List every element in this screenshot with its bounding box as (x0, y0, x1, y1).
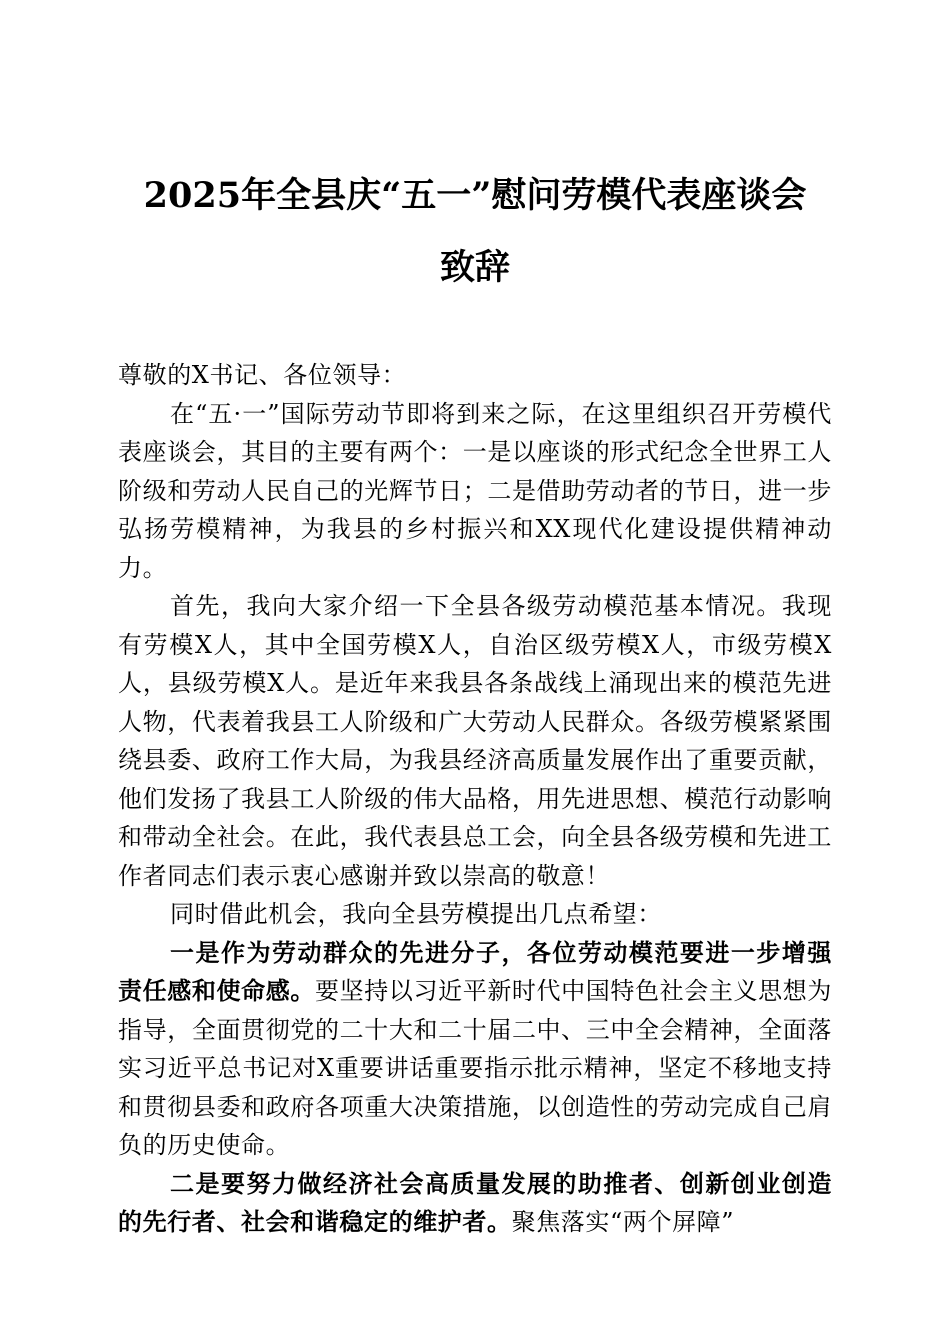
paragraph-hopes: 同时借此机会，我向全县劳模提出几点希望： (170, 900, 662, 928)
point-1-text: 要坚持以习近平新时代中国特色社会主义思想为指导，全面贯彻党的二十大和二十届二中、三中全会精神，全面落实习近平总书记对X重要讲话重要指示批示精神，坚定不移地支持和贯彻县委和政府各项重大决策措施，以创造性的劳动完成自己肩负的历史使命。 (118, 977, 832, 1159)
paragraph-point-2 (118, 1165, 832, 1242)
point-2-heading: 二是要努力做经济社会高质量发展的助推者、创新创业创造的先行者、社会和谐稳定的维护者。 (118, 1168, 832, 1236)
salutation: 尊敬的X书记、各位领导： (118, 361, 407, 389)
document-title-line-2: 致辞 (439, 247, 510, 288)
point-2-text: 聚焦落实“两个屏障” (511, 1208, 735, 1236)
document-body (118, 356, 832, 1242)
point-1-heading: 一是作为劳动群众的先进分子，各位劳动模范要进一步增强责任感和使命感。 (118, 937, 832, 1005)
document-title-line-1: 2025年全县庆“五一”慰问劳模代表座谈会 (143, 175, 807, 216)
paragraph-intro: 在“五·一”国际劳动节即将到来之际，在这里组织召开劳模代表座谈会，其目的主要有两个：一是以座谈的形式纪念全世界工人阶级和劳动人民自己的光辉节日；二是借助劳动者的节日，进一步弘扬劳模精神，为我县的乡村振兴和XX现代化建设提供精神动力。 (118, 399, 832, 582)
paragraph-overview: 首先，我向大家介绍一下全县各级劳动模范基本情况。我现有劳模X人，其中全国劳模X人，自治区级劳模X人，市级劳模X人，县级劳模X人。是近年来我县各条战线上涌现出来的模范先进人物，代表着我县工人阶级和广大劳动人民群众。各级劳模紧紧围绕县委、政府工作大局，为我县经济高质量发展作出了重要贡献，他们发扬了我县工人阶级的伟大品格，用先进思想、模范行动影响和带动全社会。在此，我代表县总工会，向全县各级劳模和先进工作者同志们表示衷心感谢并致以崇高的敬意！ (118, 592, 832, 890)
paragraph-point-1 (118, 934, 832, 1165)
